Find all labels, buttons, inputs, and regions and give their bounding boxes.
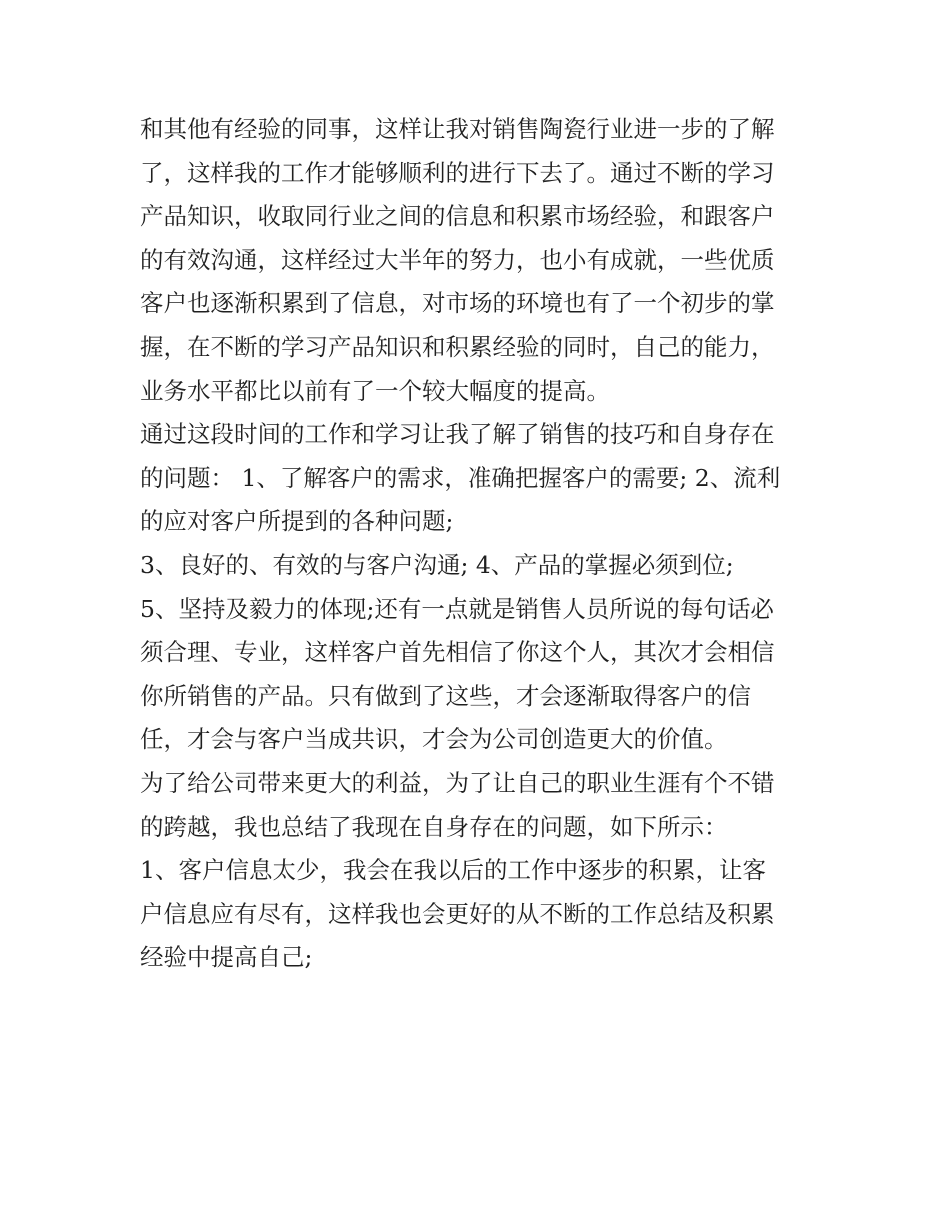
document-body: [140, 108, 815, 980]
paragraph: 1、客户信息太少，我会在我以后的工作中逐步的积累，让客 户信息应有尽有，这样我也会更好的从不断的工作总结及积累 经验中提高自己;: [140, 856, 775, 972]
paragraph: 通过这段时间的工作和学习让我了解了销售的技巧和自身存在 的问题： 1、了解客户的需求，准确把握客户的需要; 2、流利 的应对客户所提到的各种问题;: [140, 420, 781, 536]
paragraph: 5、坚持及毅力的体现;还有一点就是销售人员所说的每句话必 须合理、专业，这样客户首先相信了你这个人，其次才会相信 你所销售的产品。只有做到了这些，才会逐渐取得客户的信 任，才会与客户当成共识，才会为公司创造更大的价值。: [140, 594, 775, 754]
paragraph: 和其他有经验的同事，这样让我对销售陶瓷行业进一步的了解 了，这样我的工作才能够顺利的进行下去了。通过不断的学习 产品知识，收取同行业之间的信息和积累市场经验，和跟客户 的有效沟通，这样经过大半年的努力，也小有成就，一些优质 客户也逐渐积累到了信息，对市场的环境也有了一个初步的掌 握，在不断的学习产品知识和积累经验的同时，自己的能力， 业务水平都比以前有了一个较大幅度的提高。: [140, 115, 775, 405]
paragraph: 为了给公司带来更大的利益，为了让自己的职业生涯有个不错 的跨越，我也总结了我现在自身存在的问题，如下所示：: [140, 768, 775, 841]
paragraph: 3、良好的、有效的与客户沟通; 4、产品的掌握必须到位;: [140, 550, 734, 579]
